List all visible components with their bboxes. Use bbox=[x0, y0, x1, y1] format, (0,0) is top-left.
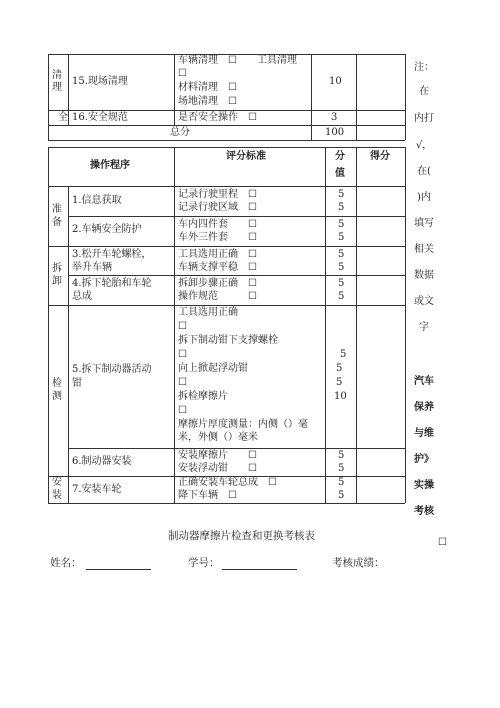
row-score: 5 bbox=[338, 463, 345, 474]
student-id-field[interactable] bbox=[222, 569, 297, 570]
note-line: 相关 bbox=[414, 244, 434, 255]
note-line: 填写 bbox=[414, 218, 434, 229]
item-16-criteria: 是否安全操作 ☐ bbox=[178, 112, 257, 123]
row-score: 5 bbox=[340, 349, 347, 360]
row-criteria: ☐ bbox=[178, 349, 187, 360]
student-id-label: 学号： bbox=[188, 557, 220, 569]
row-score: 5 bbox=[336, 363, 343, 374]
row-item: 4.拆下轮胎和车轮 bbox=[72, 278, 152, 289]
group-inspect: 检 bbox=[52, 378, 62, 389]
row-criteria: 米，外侧（）毫米 bbox=[178, 432, 258, 443]
item-15-criteria: 材料清理 ☐ bbox=[178, 82, 237, 93]
category-clean: 理 bbox=[52, 82, 62, 93]
header-procedure: 操作程序 bbox=[90, 160, 130, 171]
row-item: 6.制动器安装 bbox=[72, 456, 132, 467]
side-title: 考核 bbox=[414, 506, 434, 517]
side-title: 汽车 bbox=[414, 376, 434, 387]
group-disassemble: 拆 bbox=[52, 263, 62, 274]
group-install: 安 bbox=[52, 477, 62, 488]
item-16-score: 3 bbox=[331, 112, 338, 123]
row-item: 2.车辆安全防护 bbox=[72, 224, 142, 235]
row-score: 10 bbox=[334, 391, 347, 402]
name-label: 姓名： bbox=[50, 557, 82, 569]
row-score: 5 bbox=[338, 219, 345, 230]
row-criteria: ☐ bbox=[178, 377, 187, 388]
header-criteria: 评分标准 bbox=[226, 151, 266, 162]
side-title: 与维 bbox=[414, 428, 434, 439]
row-criteria: ☐ bbox=[178, 321, 187, 332]
row-score: 5 bbox=[336, 377, 343, 388]
name-field[interactable] bbox=[86, 569, 151, 570]
header-got-score: 得分 bbox=[370, 151, 390, 162]
row-criteria: 正确安装车轮总成 ☐ bbox=[178, 477, 277, 488]
note-line: 注： bbox=[414, 62, 434, 73]
note-line: 在 bbox=[419, 86, 429, 97]
side-title: 保养 bbox=[414, 402, 434, 413]
note-line: 字 bbox=[419, 322, 429, 333]
table-caption: 制动器摩擦片检查和更换考核表 bbox=[168, 530, 315, 542]
note-line: 在( bbox=[417, 166, 431, 177]
row-criteria: 工具选用正确 bbox=[178, 307, 238, 318]
category-clean: 清 bbox=[52, 70, 62, 81]
note-line: √， bbox=[415, 140, 433, 151]
row-item: 1.信息获取 bbox=[72, 195, 122, 206]
item-16-label: 16.安全规范 bbox=[72, 112, 128, 123]
row-score: 5 bbox=[338, 249, 345, 260]
item-15-label: 15.现场清理 bbox=[72, 76, 128, 87]
row-criteria: 工具选用正确 ☐ bbox=[178, 249, 257, 260]
row-criteria: 向上掀起浮动钳 bbox=[178, 363, 248, 374]
item-15-criteria: ☐ bbox=[178, 68, 187, 79]
item-15-criteria: 车辆清理 ☐ 工具清理 bbox=[178, 55, 297, 66]
side-title: 实操 bbox=[414, 480, 434, 491]
item-15-score: 10 bbox=[329, 76, 342, 87]
row-criteria: 摩擦片厚度测量：内侧（）毫 bbox=[178, 419, 308, 430]
row-item: 总成 bbox=[72, 291, 92, 302]
note-line: 或文 bbox=[414, 296, 434, 307]
row-criteria: 车内四件套 ☐ bbox=[178, 219, 257, 230]
row-score: 5 bbox=[338, 232, 345, 243]
row-criteria: 记录行驶里程 ☐ bbox=[178, 189, 257, 200]
note-line: )内 bbox=[417, 192, 431, 203]
group-inspect: 测 bbox=[52, 391, 62, 402]
row-score: 5 bbox=[338, 490, 345, 501]
item-15-criteria: 场地清理 ☐ bbox=[178, 96, 237, 107]
row-item: 5.拆下制动器活动 bbox=[72, 364, 152, 375]
total-value: 100 bbox=[325, 127, 345, 138]
row-criteria: 记录行驶区域 ☐ bbox=[178, 202, 257, 213]
row-score: 5 bbox=[338, 291, 345, 302]
row-criteria: ☐ bbox=[178, 405, 187, 416]
header-score: 值 bbox=[335, 168, 345, 179]
row-score: 5 bbox=[338, 450, 345, 461]
side-title: 护》 bbox=[414, 454, 434, 465]
row-score: 5 bbox=[338, 202, 345, 213]
note-line: 数据 bbox=[414, 270, 434, 281]
total-label: 总分 bbox=[170, 127, 190, 138]
row-score: 5 bbox=[338, 278, 345, 289]
row-criteria: 降下车辆 ☐ bbox=[178, 490, 237, 501]
row-score: 5 bbox=[338, 477, 345, 488]
header-score: 分 bbox=[335, 151, 345, 162]
row-criteria: 车辆支撑平稳 ☐ bbox=[178, 262, 257, 273]
category-safety: 全 bbox=[58, 112, 68, 123]
row-criteria: 操作规范 ☐ bbox=[178, 291, 257, 302]
note-line: 内打 bbox=[414, 113, 434, 124]
row-criteria: 拆卸步骤正确 ☐ bbox=[178, 278, 257, 289]
row-score: 5 bbox=[338, 262, 345, 273]
group-prepare: 备 bbox=[52, 217, 62, 228]
row-item: 举升车辆 bbox=[72, 262, 112, 273]
row-item: 钳 bbox=[72, 378, 82, 389]
row-criteria: 车外三件套 ☐ bbox=[178, 232, 257, 243]
group-install: 装 bbox=[52, 490, 62, 501]
checkbox-icon: ☐ bbox=[438, 537, 447, 548]
row-criteria: 拆下制动钳下支撑螺栓 bbox=[178, 335, 278, 346]
row-criteria: 拆检摩擦片 bbox=[178, 391, 228, 402]
result-label: 考核成绩： bbox=[332, 557, 385, 569]
group-disassemble: 卸 bbox=[52, 276, 62, 287]
row-item: 3.松开车轮螺栓， bbox=[72, 249, 152, 260]
group-prepare: 准 bbox=[52, 204, 62, 215]
row-item: 7.安装车轮 bbox=[72, 484, 122, 495]
row-score: 5 bbox=[338, 189, 345, 200]
row-criteria: 安装摩擦片 ☐ bbox=[178, 450, 257, 461]
row-criteria: 安装浮动钳 ☐ bbox=[178, 463, 257, 474]
